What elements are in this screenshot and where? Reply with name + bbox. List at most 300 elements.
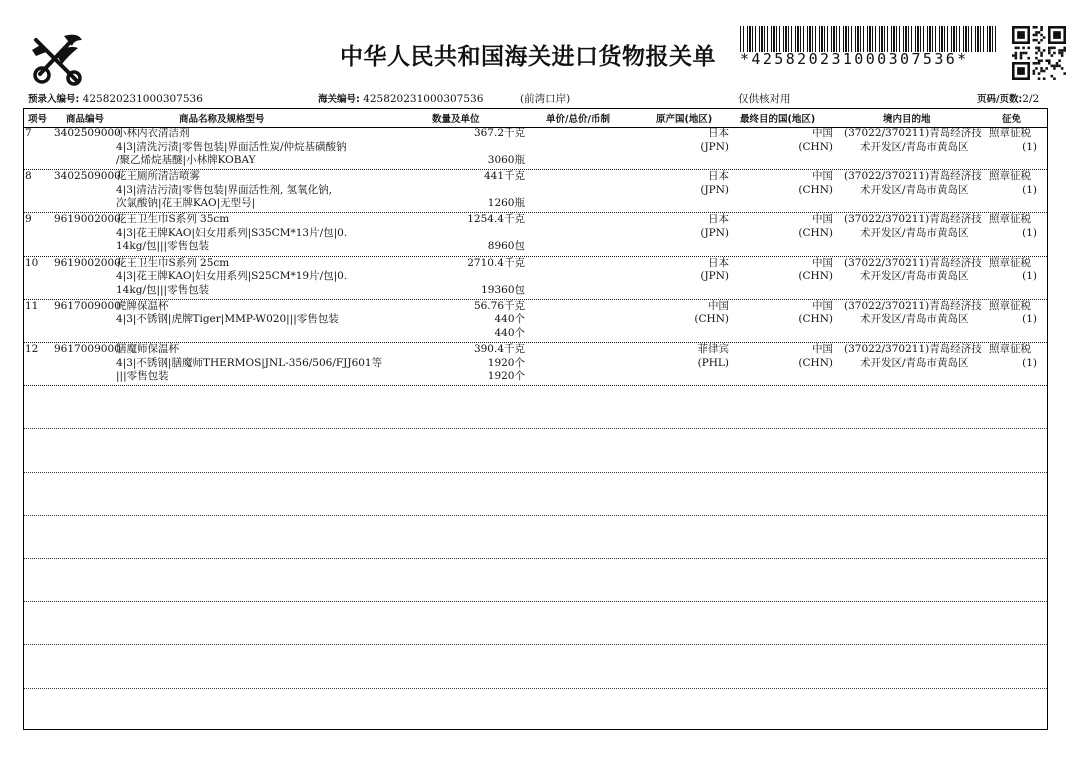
barcode-bar bbox=[803, 26, 804, 52]
barcode-bar bbox=[767, 26, 768, 52]
qr-module bbox=[1033, 72, 1036, 75]
barcode-bar bbox=[920, 26, 921, 52]
barcode-bar bbox=[899, 26, 900, 52]
barcode-bar bbox=[989, 26, 991, 52]
item-origin: 日本 bbox=[708, 170, 729, 183]
qr-module bbox=[1038, 77, 1041, 80]
item-qty: 440个 bbox=[494, 326, 525, 339]
col-price: 单价/总价/币制 bbox=[546, 114, 610, 125]
qr-module bbox=[1053, 47, 1056, 50]
qr-module bbox=[1027, 26, 1030, 44]
barcode-bar bbox=[771, 26, 772, 52]
barcode-bar bbox=[915, 26, 916, 52]
item-dest-code: (CHN) bbox=[798, 183, 833, 196]
qr-module bbox=[1056, 65, 1059, 68]
barcode-bar bbox=[761, 26, 763, 52]
qr-module bbox=[1061, 52, 1064, 55]
qr-module bbox=[1012, 54, 1015, 57]
item-dest-code: (CHN) bbox=[798, 270, 833, 283]
table-row bbox=[24, 213, 1047, 256]
barcode-bar bbox=[740, 26, 741, 52]
barcode-bar bbox=[983, 26, 984, 52]
item-spec: 4|3|不锈钢|膳魔师THERMOS|JNL-356/506/FJJ601等 bbox=[116, 356, 383, 369]
declaration-table bbox=[23, 108, 1048, 730]
barcode-bar bbox=[975, 26, 976, 52]
qr-module bbox=[1035, 57, 1038, 60]
qr-module bbox=[1051, 54, 1054, 57]
item-tax-code: (1) bbox=[1022, 140, 1037, 153]
qr-module bbox=[1043, 77, 1046, 80]
barcode-bar bbox=[917, 26, 919, 52]
barcode-bar bbox=[891, 26, 892, 52]
table-row bbox=[24, 300, 1047, 343]
qr-module bbox=[1063, 47, 1066, 50]
barcode-bar bbox=[857, 26, 859, 52]
qr-module bbox=[1043, 36, 1046, 39]
item-origin-code: (CHN) bbox=[694, 313, 729, 326]
barcode-bar bbox=[776, 26, 777, 52]
qr-module bbox=[1038, 31, 1041, 34]
item-code: 9619002000 bbox=[54, 256, 121, 269]
item-domestic: 术开发区/青岛市黄岛区 bbox=[860, 140, 969, 153]
barcode-bar bbox=[863, 26, 864, 52]
item-dest: 中国 bbox=[812, 256, 833, 269]
item-origin-code: (JPN) bbox=[700, 226, 729, 239]
barcode-bar bbox=[773, 26, 775, 52]
qr-module bbox=[1038, 41, 1041, 44]
barcode-bar bbox=[860, 26, 861, 52]
barcode-bar bbox=[893, 26, 895, 52]
barcode-bar bbox=[903, 26, 904, 52]
item-dest: 中国 bbox=[812, 299, 833, 312]
barcode-bar bbox=[927, 26, 928, 52]
qr-module bbox=[1048, 47, 1051, 50]
col-qty: 数量及单位 bbox=[432, 114, 480, 125]
barcode-bar bbox=[923, 26, 924, 52]
qr-module bbox=[1058, 52, 1061, 55]
qr-module bbox=[1048, 41, 1066, 44]
item-name: 花王卫生巾S系列 25cm bbox=[116, 256, 230, 269]
item-tax-code: (1) bbox=[1022, 270, 1037, 283]
item-spec: 14kg/包|||零售包装 bbox=[116, 240, 210, 253]
barcode-bar bbox=[935, 26, 936, 52]
barcode-bar bbox=[911, 26, 912, 52]
qr-module bbox=[1012, 26, 1015, 44]
barcode-bar bbox=[819, 26, 820, 52]
barcode-bar bbox=[752, 26, 753, 52]
item-tax: 照章征税 bbox=[989, 213, 1031, 226]
item-qty: 56.76千克 bbox=[473, 299, 525, 312]
barcode-bar bbox=[963, 26, 964, 52]
barcode-bar bbox=[867, 26, 868, 52]
qr-module bbox=[1038, 47, 1041, 50]
verify-note: 仅供核对用 bbox=[738, 93, 791, 105]
qr-module bbox=[1053, 65, 1056, 68]
item-qty: 1260瓶 bbox=[487, 197, 525, 210]
port-name: (前湾口岸) bbox=[520, 93, 571, 105]
qr-module bbox=[1051, 47, 1054, 50]
qr-module bbox=[1033, 62, 1036, 65]
table-row bbox=[24, 170, 1047, 213]
qr-module bbox=[1017, 31, 1025, 39]
qr-code-icon bbox=[1012, 26, 1066, 80]
barcode-bar bbox=[795, 26, 796, 52]
qr-module bbox=[1020, 52, 1023, 55]
qr-module bbox=[1053, 31, 1061, 39]
qr-module bbox=[1040, 52, 1043, 55]
qr-module bbox=[1063, 26, 1066, 44]
qr-module bbox=[1038, 49, 1041, 52]
qr-module bbox=[1043, 70, 1046, 73]
qr-module bbox=[1012, 77, 1030, 80]
item-domestic: (37022/370211)青岛经济技 bbox=[844, 170, 982, 183]
col-tax: 征免 bbox=[1002, 114, 1022, 125]
barcode-bar bbox=[836, 26, 837, 52]
barcode-bar bbox=[785, 26, 787, 52]
col-no: 项号 bbox=[28, 114, 48, 125]
barcode-bar bbox=[908, 26, 909, 52]
page-indicator: 页码/页数:2/2 bbox=[977, 93, 1040, 105]
item-tax-code: (1) bbox=[1022, 313, 1037, 326]
item-no: 8 bbox=[25, 170, 32, 183]
item-dest-code: (CHN) bbox=[798, 313, 833, 326]
barcode-bar bbox=[987, 26, 988, 52]
item-domestic: (37022/370211)青岛经济技 bbox=[844, 256, 982, 269]
col-name: 商品名称及规格型号 bbox=[179, 114, 265, 125]
barcode-bar bbox=[779, 26, 780, 52]
qr-module bbox=[1058, 49, 1061, 52]
item-no: 12 bbox=[25, 343, 39, 355]
qr-module bbox=[1040, 54, 1043, 57]
barcode-bar bbox=[941, 26, 943, 52]
barcode-bar bbox=[872, 26, 873, 52]
barcode-bar bbox=[764, 26, 765, 52]
qr-module bbox=[1033, 34, 1036, 37]
item-name: 虎牌保温杯 bbox=[116, 299, 169, 312]
item-qty: 1920个 bbox=[487, 370, 525, 382]
barcode-bar bbox=[800, 26, 801, 52]
qr-module bbox=[1020, 57, 1023, 60]
item-origin-code: (JPN) bbox=[700, 140, 729, 153]
qr-module bbox=[1061, 49, 1064, 52]
empty-row bbox=[24, 429, 1047, 472]
item-name: 膳魔师保温杯 bbox=[116, 343, 179, 355]
item-dest-code: (CHN) bbox=[798, 226, 833, 239]
qr-module bbox=[1048, 52, 1051, 55]
item-domestic: 术开发区/青岛市黄岛区 bbox=[860, 226, 969, 239]
barcode-bar bbox=[956, 26, 957, 52]
barcode-bar bbox=[879, 26, 880, 52]
qr-module bbox=[1038, 72, 1041, 75]
item-origin: 中国 bbox=[708, 299, 729, 312]
barcode-bar bbox=[821, 26, 823, 52]
barcode-bar bbox=[869, 26, 871, 52]
item-spec: |||零售包装 bbox=[116, 370, 169, 382]
empty-row bbox=[24, 689, 1047, 732]
barcode-bar bbox=[944, 26, 945, 52]
item-code: 9619002000 bbox=[54, 213, 121, 226]
table-row bbox=[24, 343, 1047, 386]
qr-module bbox=[1040, 59, 1043, 62]
qr-module bbox=[1027, 47, 1030, 50]
item-tax: 照章征税 bbox=[989, 343, 1031, 355]
item-qty: 19360包 bbox=[481, 283, 525, 296]
item-origin: 日本 bbox=[708, 213, 729, 226]
barcode-bar bbox=[839, 26, 840, 52]
qr-module bbox=[1035, 62, 1038, 65]
qr-module bbox=[1027, 57, 1030, 60]
barcode-bar bbox=[755, 26, 756, 52]
item-qty: 8960包 bbox=[487, 240, 525, 253]
item-name: 小林内衣清洁剂 bbox=[116, 127, 190, 139]
empty-row bbox=[24, 559, 1047, 602]
item-tax-code: (1) bbox=[1022, 183, 1037, 196]
preentry-number: 预录入编号: 425820231000307536 bbox=[28, 93, 203, 105]
item-tax: 照章征税 bbox=[989, 170, 1031, 183]
item-no: 7 bbox=[25, 127, 32, 139]
item-domestic: 术开发区/青岛市黄岛区 bbox=[860, 183, 969, 196]
empty-row bbox=[24, 645, 1047, 688]
barcode-bar bbox=[887, 26, 888, 52]
qr-module bbox=[1053, 67, 1056, 70]
col-domestic: 境内目的地 bbox=[883, 114, 931, 125]
barcode-bar bbox=[951, 26, 952, 52]
barcode-bar bbox=[791, 26, 792, 52]
barcode-bar bbox=[824, 26, 825, 52]
qr-module bbox=[1012, 62, 1030, 65]
qr-module bbox=[1035, 39, 1038, 42]
barcode-bar bbox=[947, 26, 948, 52]
barcode-bar bbox=[905, 26, 907, 52]
customs-number: 海关编号: 425820231000307536 bbox=[318, 93, 484, 105]
qr-module bbox=[1035, 52, 1038, 55]
barcode-bar bbox=[797, 26, 799, 52]
barcode-bar bbox=[881, 26, 883, 52]
item-domestic: 术开发区/青岛市黄岛区 bbox=[860, 270, 969, 283]
barcode-bar bbox=[929, 26, 931, 52]
barcode-bar bbox=[815, 26, 816, 52]
item-domestic: (37022/370211)青岛经济技 bbox=[844, 127, 982, 139]
qr-module bbox=[1025, 52, 1028, 55]
barcode-bar bbox=[932, 26, 933, 52]
empty-row bbox=[24, 386, 1047, 429]
customs-emblem-icon bbox=[28, 30, 86, 86]
item-dest: 中国 bbox=[812, 213, 833, 226]
item-domestic: (37022/370211)青岛经济技 bbox=[844, 343, 982, 355]
empty-row bbox=[24, 516, 1047, 559]
table-header bbox=[24, 109, 1047, 128]
item-spec: 4|3|清洗污渍|零售包装|界面活性炭/仲烷基磺酸钠 bbox=[116, 140, 347, 153]
item-origin-code: (JPN) bbox=[700, 270, 729, 283]
item-qty: 1920个 bbox=[487, 356, 525, 369]
qr-module bbox=[1048, 59, 1051, 62]
item-origin: 日本 bbox=[708, 256, 729, 269]
qr-module bbox=[1027, 62, 1030, 80]
qr-module bbox=[1048, 49, 1051, 52]
barcode-bar bbox=[939, 26, 940, 52]
barcode-bar bbox=[831, 26, 832, 52]
barcode-bar bbox=[788, 26, 789, 52]
qr-module bbox=[1022, 52, 1025, 55]
qr-module bbox=[1063, 49, 1066, 52]
item-domestic: 术开发区/青岛市黄岛区 bbox=[860, 313, 969, 326]
qr-module bbox=[1053, 77, 1056, 80]
item-spec: /聚乙烯烷基醚|小林牌KOBAY bbox=[116, 154, 256, 166]
item-tax: 照章征税 bbox=[989, 299, 1031, 312]
barcode-bar bbox=[980, 26, 981, 52]
qr-module bbox=[1022, 47, 1025, 50]
item-spec: 4|3|不锈钢|虎牌Tiger|MMP-W020|||零售包装 bbox=[116, 313, 339, 326]
qr-module bbox=[1043, 49, 1046, 52]
item-origin: 日本 bbox=[708, 127, 729, 139]
item-no: 9 bbox=[25, 213, 32, 226]
item-spec: 14kg/包|||零售包装 bbox=[116, 283, 210, 296]
qr-module bbox=[1038, 59, 1041, 62]
barcode-bar bbox=[884, 26, 885, 52]
barcode-bar bbox=[965, 26, 967, 52]
qr-module bbox=[1017, 47, 1020, 50]
qr-module bbox=[1048, 26, 1066, 29]
qr-module bbox=[1040, 29, 1043, 32]
item-tax-code: (1) bbox=[1022, 356, 1037, 369]
qr-module bbox=[1048, 26, 1051, 44]
item-qty: 3060瓶 bbox=[487, 154, 525, 166]
item-origin-code: (JPN) bbox=[700, 183, 729, 196]
qr-module bbox=[1033, 26, 1036, 29]
qr-module bbox=[1012, 62, 1015, 80]
qr-module bbox=[1040, 70, 1043, 73]
item-dest: 中国 bbox=[812, 127, 833, 139]
col-origin: 原产国(地区) bbox=[656, 114, 713, 125]
item-tax-code: (1) bbox=[1022, 226, 1037, 239]
qr-module bbox=[1012, 41, 1030, 44]
qr-module bbox=[1040, 26, 1043, 29]
qr-module bbox=[1063, 72, 1066, 75]
item-code: 3402509000 bbox=[54, 170, 121, 183]
item-tax: 照章征税 bbox=[989, 256, 1031, 269]
barcode-bar bbox=[959, 26, 960, 52]
empty-row bbox=[24, 602, 1047, 645]
barcode-bar bbox=[875, 26, 876, 52]
barcode-bar bbox=[783, 26, 784, 52]
barcode-bar bbox=[843, 26, 844, 52]
barcode-bar bbox=[968, 26, 969, 52]
qr-module bbox=[1015, 52, 1018, 55]
item-spec: 4|3|花王牌KAO|妇女用系列|S25CM*19片/包|0. bbox=[116, 270, 348, 283]
empty-row bbox=[24, 473, 1047, 516]
item-dest: 中国 bbox=[812, 170, 833, 183]
item-code: 9617009000 bbox=[54, 343, 121, 355]
item-qty: 440个 bbox=[494, 313, 525, 326]
barcode-bar bbox=[992, 26, 993, 52]
qr-module bbox=[1015, 57, 1018, 60]
qr-module bbox=[1015, 47, 1018, 50]
item-spec: 4|3|花王牌KAO|妇女用系列|S35CM*13片/包|0. bbox=[116, 226, 348, 239]
barcode-bar bbox=[809, 26, 811, 52]
qr-module bbox=[1053, 52, 1056, 55]
qr-module bbox=[1045, 67, 1048, 70]
qr-module bbox=[1020, 54, 1023, 57]
qr-module bbox=[1058, 65, 1061, 68]
qr-module bbox=[1061, 67, 1064, 70]
barcode-bar bbox=[953, 26, 955, 52]
qr-module bbox=[1038, 62, 1041, 65]
item-qty: 367.2千克 bbox=[473, 127, 525, 139]
item-code: 3402509000 bbox=[54, 127, 121, 139]
barcode-bar bbox=[833, 26, 835, 52]
qr-module bbox=[1040, 39, 1043, 42]
barcode-bar bbox=[743, 26, 744, 52]
item-qty: 2710.4千克 bbox=[467, 256, 525, 269]
barcode-bar bbox=[851, 26, 852, 52]
item-dest-code: (CHN) bbox=[798, 356, 833, 369]
barcode-bar bbox=[995, 26, 996, 52]
qr-module bbox=[1017, 67, 1025, 75]
qr-module bbox=[1051, 65, 1054, 68]
item-no: 11 bbox=[25, 299, 39, 312]
qr-module bbox=[1033, 39, 1036, 42]
item-domestic: 术开发区/青岛市黄岛区 bbox=[860, 356, 969, 369]
item-domestic: (37022/370211)青岛经济技 bbox=[844, 213, 982, 226]
item-code: 9617009000 bbox=[54, 299, 121, 312]
item-qty: 441千克 bbox=[483, 170, 525, 183]
item-name: 花王卫生巾S系列 35cm bbox=[116, 213, 230, 226]
item-tax: 照章征税 bbox=[989, 127, 1031, 139]
barcode-bar bbox=[896, 26, 897, 52]
barcode-bar bbox=[749, 26, 751, 52]
col-dest: 最终目的国(地区) bbox=[740, 114, 816, 125]
barcode-bar bbox=[747, 26, 748, 52]
barcode-bar bbox=[855, 26, 856, 52]
item-domestic: (37022/370211)青岛经济技 bbox=[844, 299, 982, 312]
qr-module bbox=[1035, 34, 1038, 37]
col-code: 商品编号 bbox=[66, 114, 105, 125]
qr-module bbox=[1033, 70, 1036, 73]
qr-module bbox=[1058, 59, 1061, 62]
item-qty: 390.4千克 bbox=[473, 343, 525, 355]
barcode-bar bbox=[759, 26, 760, 52]
document-title: 中华人民共和国海关进口货物报关单 bbox=[340, 44, 716, 70]
item-name: 花王厕所清洁喷雾 bbox=[116, 170, 200, 183]
table-row bbox=[24, 127, 1047, 170]
item-no: 10 bbox=[25, 256, 39, 269]
item-origin: 菲律宾 bbox=[697, 343, 729, 355]
table-row bbox=[24, 257, 1047, 300]
barcode-bar bbox=[977, 26, 979, 52]
barcode-bar bbox=[845, 26, 847, 52]
item-dest-code: (CHN) bbox=[798, 140, 833, 153]
barcode-bar bbox=[848, 26, 849, 52]
qr-module bbox=[1048, 62, 1051, 65]
qr-module bbox=[1035, 47, 1038, 50]
qr-module bbox=[1040, 34, 1043, 37]
qr-module bbox=[1040, 67, 1043, 70]
barcode-bar bbox=[807, 26, 808, 52]
barcode-bar bbox=[827, 26, 828, 52]
qr-module bbox=[1035, 67, 1038, 70]
qr-module bbox=[1035, 31, 1038, 34]
qr-module bbox=[1012, 26, 1030, 29]
qr-module bbox=[1015, 54, 1018, 57]
qr-module bbox=[1045, 59, 1048, 62]
qr-module bbox=[1051, 75, 1054, 78]
barcode-bar bbox=[812, 26, 813, 52]
qr-module bbox=[1035, 26, 1038, 29]
qr-module bbox=[1056, 62, 1059, 65]
item-spec: 4|3|清洁污渍|零售包装|界面活性剂, 氢氧化钠, bbox=[116, 183, 333, 196]
qr-module bbox=[1061, 54, 1064, 57]
item-origin-code: (PHL) bbox=[697, 356, 729, 369]
